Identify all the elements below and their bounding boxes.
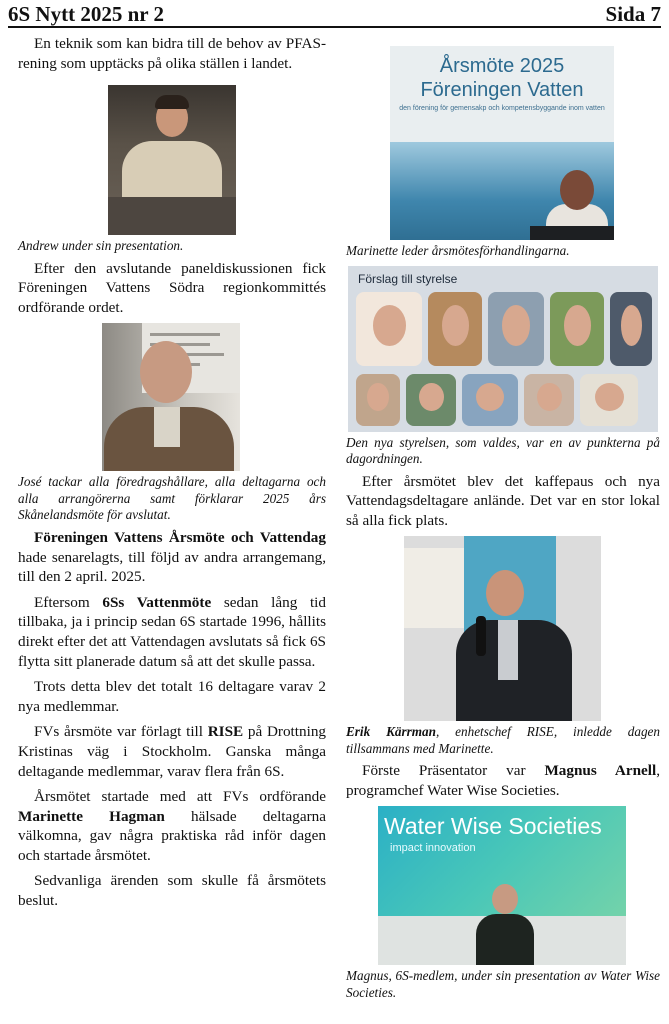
forste-bold: Magnus Arnell (544, 762, 657, 780)
slide-title: Årsmöte 2025 (439, 55, 565, 77)
right-column (346, 26, 660, 1005)
styrelse-slide-label: Förslag till styrelse (358, 271, 458, 286)
fv-paragraph (18, 528, 326, 587)
andrew-photo (108, 85, 236, 235)
vattenmote-bold: 6Ss Vattenmöte (102, 593, 212, 611)
erik-caption (346, 724, 660, 757)
slide-tagline: den förening för gemensakp och kompetensbyggande inom vatten (399, 105, 605, 112)
forste-paragraph (346, 761, 660, 800)
erik-name: Erik Kärrman (346, 724, 436, 740)
styrelse-slide-photo (348, 266, 658, 432)
newsletter-title: 6S Nytt 2025 nr 2 (8, 2, 164, 26)
water-wise-subtitle: impact innovation (390, 842, 476, 855)
magnus-caption: Magnus, 6S-medlem, under sin presentation av Water Wise Societies. (346, 968, 660, 1000)
forste-a: Förste Präsentator var (362, 762, 545, 780)
rise-b: på Drottning Kristinas väg i Stockholm. Ganska många deltagande medlemmar, varav flera från 6S. (18, 723, 327, 780)
kaffe-paragraph: Efter årsmötet blev det kaffepaus och nya Vattendagsdeltagare anlände. Det var en stor lokal så alla fick plats. (346, 472, 660, 529)
rise-bold: RISE (207, 723, 244, 741)
jose-photo (102, 323, 240, 471)
start-a: Årsmötet startade med att FVs ordförande (34, 788, 326, 806)
fv-rest: hade senarelagts, till följd av andra arrangemang, till den 2 april. 2025. (18, 548, 326, 586)
arsmote-start-paragraph (18, 787, 326, 865)
vattenmote-a: Eftersom (34, 593, 103, 611)
vattenmote-paragraph (18, 593, 326, 671)
marinette-caption: Marinette leder årsmötesförhandlingarna. (346, 243, 570, 258)
page-number: Sida 7 (605, 2, 661, 26)
slide-subtitle: Föreningen Vatten (420, 79, 584, 101)
deltagare-paragraph: Trots detta blev det totalt 16 deltagare varav 2 nya medlemmar. (18, 678, 326, 715)
erik-photo (404, 536, 601, 721)
intro-paragraph: En teknik som kan bidra till de behov av PFAS-rening som upptäcks på olika ställen i landet. (18, 35, 326, 72)
water-wise-photo (378, 806, 626, 965)
styrelse-caption: Den nya styrelsen, som valdes, var en av punkterna på dagordningen. (346, 434, 660, 466)
panel-paragraph: Efter den avslutande paneldiskussionen fick Föreningen Vattens Södra regionkommittés ordförande ordet. (18, 259, 326, 316)
left-column (18, 34, 326, 917)
rise-paragraph (18, 722, 326, 781)
fv-bold: Föreningen Vattens Årsmöte och Vattendag (34, 528, 326, 546)
rise-a: FVs årsmöte var förlagt till (34, 723, 208, 741)
page-header (8, 2, 661, 28)
jose-caption: José tackar alla föredragshållare, alla deltagarna och alla arrangörerna samt förklarar 2025 års Skånelandsmöte för avslutat. (18, 474, 326, 523)
start-b: hälsade deltagarna välkomna, gav några praktiska råd inför dagen och startade årsmötet. (18, 807, 326, 864)
vattenmote-b: sedan lång tid tillbaka, ja i princip sedan 6S startade 1996, hållits direkt efter det att Vattendagen avslutats så fick 6S flytta sitt planerade datum så att det skulle passa. (18, 593, 326, 670)
water-wise-title: Water Wise Societies (384, 813, 602, 840)
andrew-caption: Andrew under sin presentation. (18, 238, 184, 254)
start-bold: Marinette Hagman (18, 807, 165, 825)
forste-b: , programchef Water Wise Societies. (346, 762, 660, 799)
erik-role: , enhetschef RISE, inledde dagen tillsammans med Marinette. (346, 724, 661, 756)
arsmote-slide-photo (390, 46, 614, 240)
sedvanliga-paragraph: Sedvanliga ärenden som skulle få årsmötets beslut. (18, 872, 326, 910)
